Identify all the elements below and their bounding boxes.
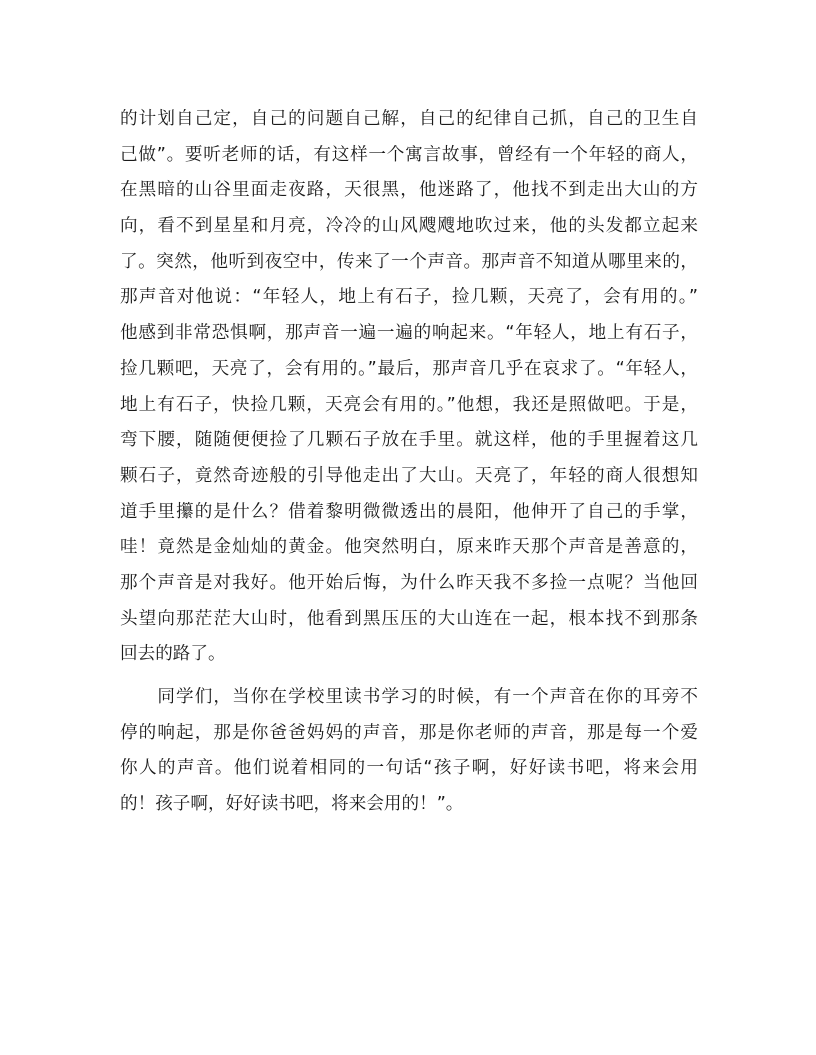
text-line: 地上有石子，快捡几颗，天亮会有用的。”他想，我还是照做吧。于是，	[120, 394, 698, 415]
text-line: 了。突然，他听到夜空中，传来了一个声音。那声音不知道从哪里来的，	[120, 251, 698, 272]
text-line: 那声音对他说：“年轻人，地上有石子，捡几颗，天亮了，会有用的。”	[120, 287, 698, 308]
text-line: 道手里攥的是什么？借着黎明微微透出的晨阳，他伸开了自己的手掌，	[120, 501, 698, 522]
text-line: 的！孩子啊，好好读书吧，将来会用的！”。	[120, 794, 464, 815]
text-line: 弯下腰，随随便便捡了几颗石子放在手里。就这样，他的手里握着这几	[120, 430, 698, 451]
text-line: 颗石子，竟然奇迹般的引导他走出了大山。天亮了，年轻的商人很想知	[120, 465, 698, 486]
text-line: 同学们，当你在学校里读书学习的时候，有一个声音在你的耳旁不	[120, 687, 698, 707]
body-text	[120, 102, 698, 823]
text-line: 捡几颗吧，天亮了，会有用的。”最后，那声音几乎在哀求了。“年轻人，	[120, 358, 698, 379]
text-line: 在黑暗的山谷里面走夜路，天很黑，他迷路了，他找不到走出大山的方	[120, 180, 698, 201]
paragraph-2	[120, 680, 698, 823]
text-line: 停的响起，那是你爸爸妈妈的声音，那是你老师的声音，那是每一个爱	[120, 722, 698, 743]
text-line: 那个声音是对我好。他开始后悔，为什么昨天我不多捡一点呢？当他回	[120, 572, 698, 593]
paragraph-1	[120, 102, 698, 673]
text-line: 头望向那茫茫大山时，他看到黑压压的大山连在一起，根本找不到那条	[120, 608, 698, 629]
text-line: 己做”。要听老师的话，有这样一个寓言故事，曾经有一个年轻的商人，	[120, 144, 698, 165]
text-line: 向，看不到星星和月亮，冷冷的山风飕飕地吹过来，他的头发都立起来	[120, 216, 698, 237]
text-line: 他感到非常恐惧啊，那声音一遍一遍的响起来。“年轻人，地上有石子，	[120, 323, 698, 344]
text-line: 你人的声音。他们说着相同的一句话“孩子啊，好好读书吧，将来会用	[120, 758, 698, 779]
text-line: 的计划自己定，自己的问题自己解，自己的纪律自己抓，自己的卫生自	[120, 109, 698, 129]
text-line: 哇！竟然是金灿灿的黄金。他突然明白，原来昨天那个声音是善意的，	[120, 537, 698, 558]
text-line: 回去的路了。	[120, 644, 226, 665]
paragraph-spacer	[120, 673, 698, 680]
